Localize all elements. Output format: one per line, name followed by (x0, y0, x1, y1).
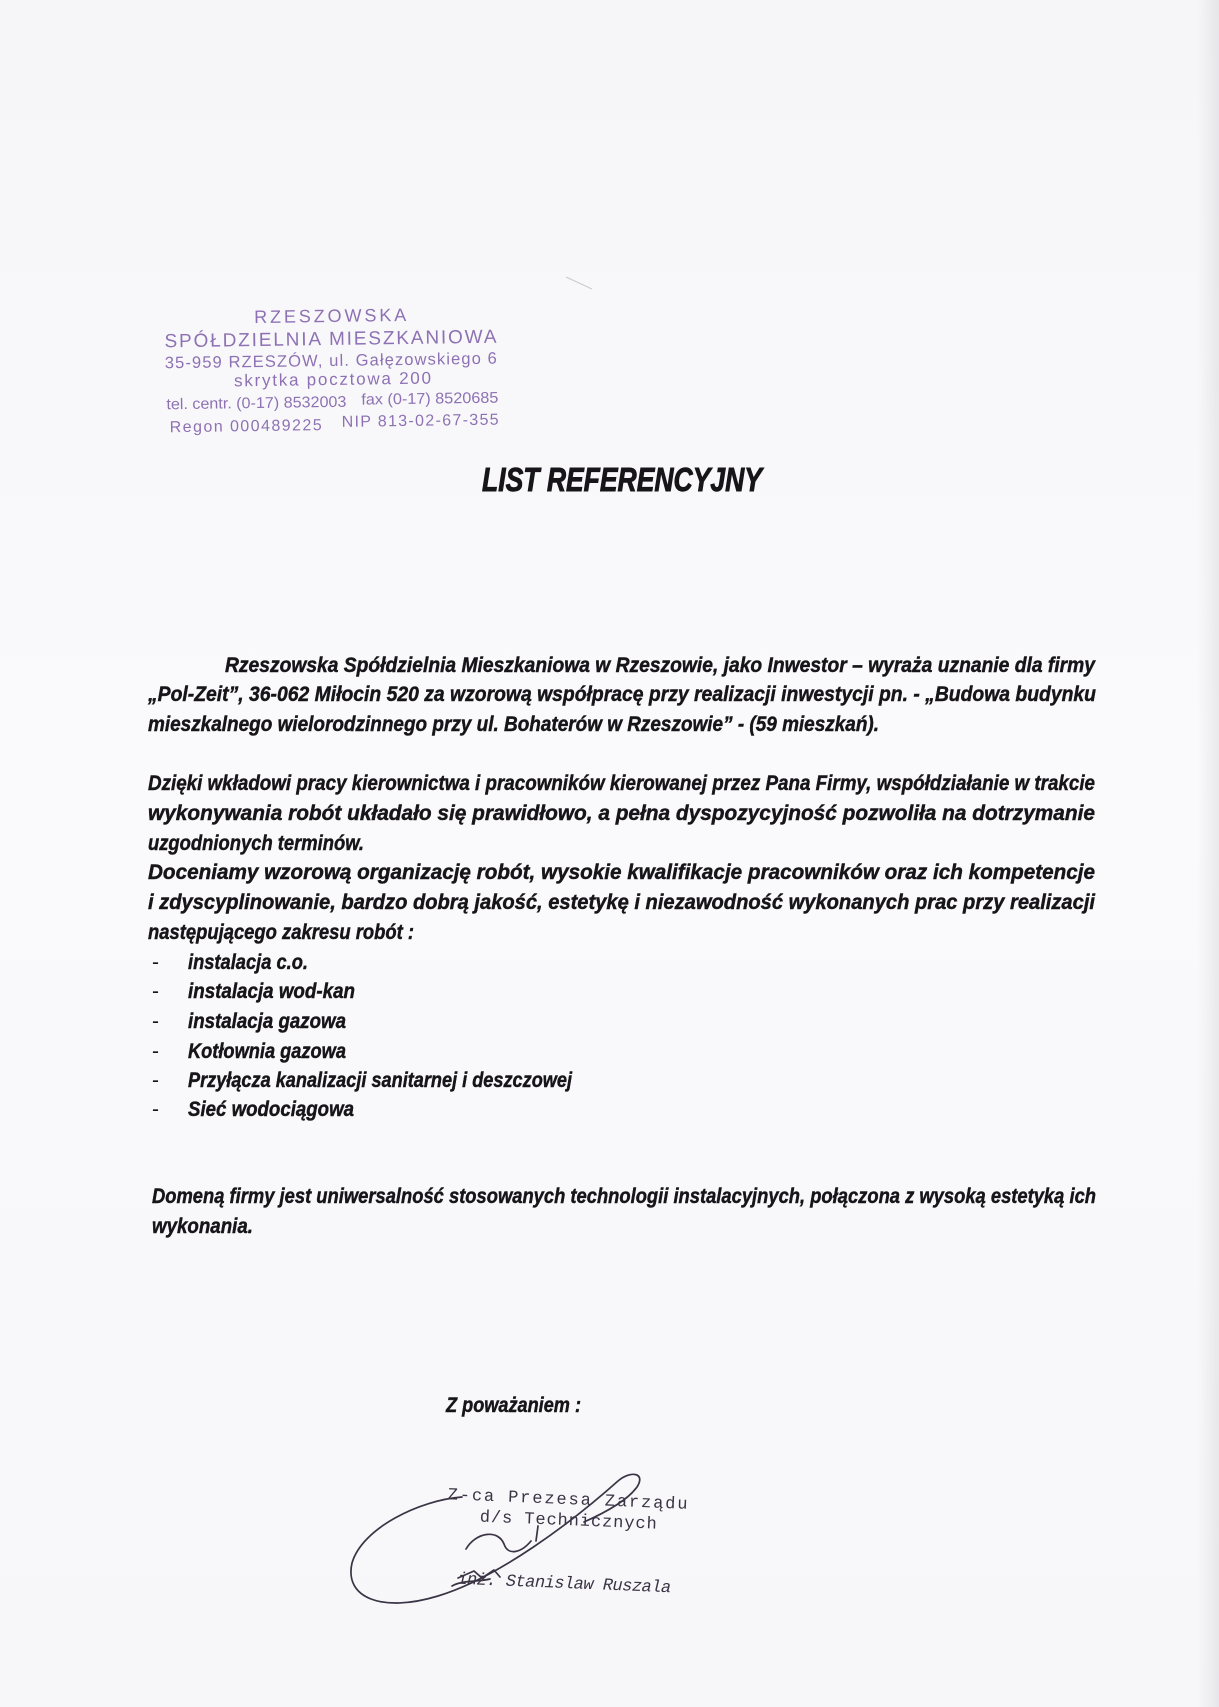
signatory-name: inż. Stanislaw Ruszala (456, 1570, 672, 1599)
paragraph-line: Domeną firmy jest uniwersalność stosowanych technologii instalacyjnych, połączona z wysoką estetyką ich (152, 1185, 1096, 1208)
stamp-po-box: skrytka pocztowa 200 (233, 368, 432, 391)
paragraph-line: wykonywania robót układało się prawidłowo, a pełna dyspozycyjność pozwoliła na dotrzymanie (148, 802, 1096, 825)
signatory-position-line-2: d/s Technicznych (479, 1508, 658, 1535)
stamp-regon: Regon 000489225 (169, 417, 322, 437)
list-bullet: - (152, 1040, 159, 1063)
stamp-phone: tel. centr. (0-17) 8532003 (166, 393, 340, 414)
closing-salutation: Z poważaniem : (445, 1394, 581, 1417)
paragraph-line: następującego zakresu robót : (148, 921, 414, 944)
paragraph-line: Dzięki wkładowi pracy kierownictwa i pracowników kierowanej przez Pana Firmy, współdziałanie w trakcie (148, 772, 1096, 795)
paragraph-line: wykonania. (152, 1215, 253, 1238)
scope-list (152, 951, 573, 1121)
scope-list-item: Sieć wodociągowa (188, 1098, 355, 1121)
list-bullet: - (152, 1098, 159, 1121)
list-bullet: - (152, 951, 159, 974)
signatory-position-line-1: Z-ca Prezesa Zarządu (447, 1486, 688, 1515)
list-bullet: - (152, 1010, 159, 1033)
list-bullet: - (152, 1069, 159, 1092)
stamp-name-line-2: SPÓŁDZIELNIA MIESZKANIOWA (164, 326, 497, 353)
signature-stamp (444, 1486, 688, 1599)
list-bullet: - (152, 980, 159, 1003)
letter-body (147, 461, 1096, 1417)
scope-list-item: Kotłownia gazowa (188, 1040, 347, 1063)
paragraph-line: „Pol-Zeit”, 36-062 Miłocin 520 za wzorową współpracę przy realizacji inwestycji pn. - „Budowa budynku (147, 683, 1097, 706)
scan-mark (566, 277, 592, 289)
scope-list-item: Przyłącza kanalizacji sanitarnej i deszczowej (188, 1069, 574, 1092)
scope-list-item: instalacja c.o. (188, 951, 308, 974)
stamp-address: 35-959 RZESZÓW, ul. Gałęzowskiego 6 (164, 349, 497, 373)
stamp-fax: fax (0-17) 8520685 (361, 389, 493, 409)
paragraph-line: Doceniamy wzorową organizację robót, wysokie kwalifikacje pracowników oraz ich kompetencje (148, 861, 1096, 884)
paragraph-line: mieszkalnego wielorodzinnego przy ul. Bohaterów w Rzeszowie” - (59 mieszkań). (148, 713, 879, 736)
document-title: LIST REFERENCYJNY (482, 461, 765, 498)
paragraph-line: i zdyscyplinowanie, bardzo dobrą jakość, estetykę i niezawodność wykonanych prac przy realizacji (148, 891, 1097, 914)
paragraph-line: uzgodnionych terminów. (148, 832, 364, 855)
scope-list-item: instalacja wod-kan (188, 980, 355, 1003)
scope-list-item: instalacja gazowa (188, 1010, 347, 1033)
paragraph-line: Rzeszowska Spółdzielnia Mieszkaniowa w Rzeszowie, jako Inwestor – wyraża uznanie dla firmy (225, 654, 1097, 677)
letterhead-stamp (164, 304, 499, 437)
stamp-nip: NIP 813-02-67-355 (341, 411, 499, 431)
stamp-name-line-1: RZESZOWSKA (254, 304, 407, 328)
